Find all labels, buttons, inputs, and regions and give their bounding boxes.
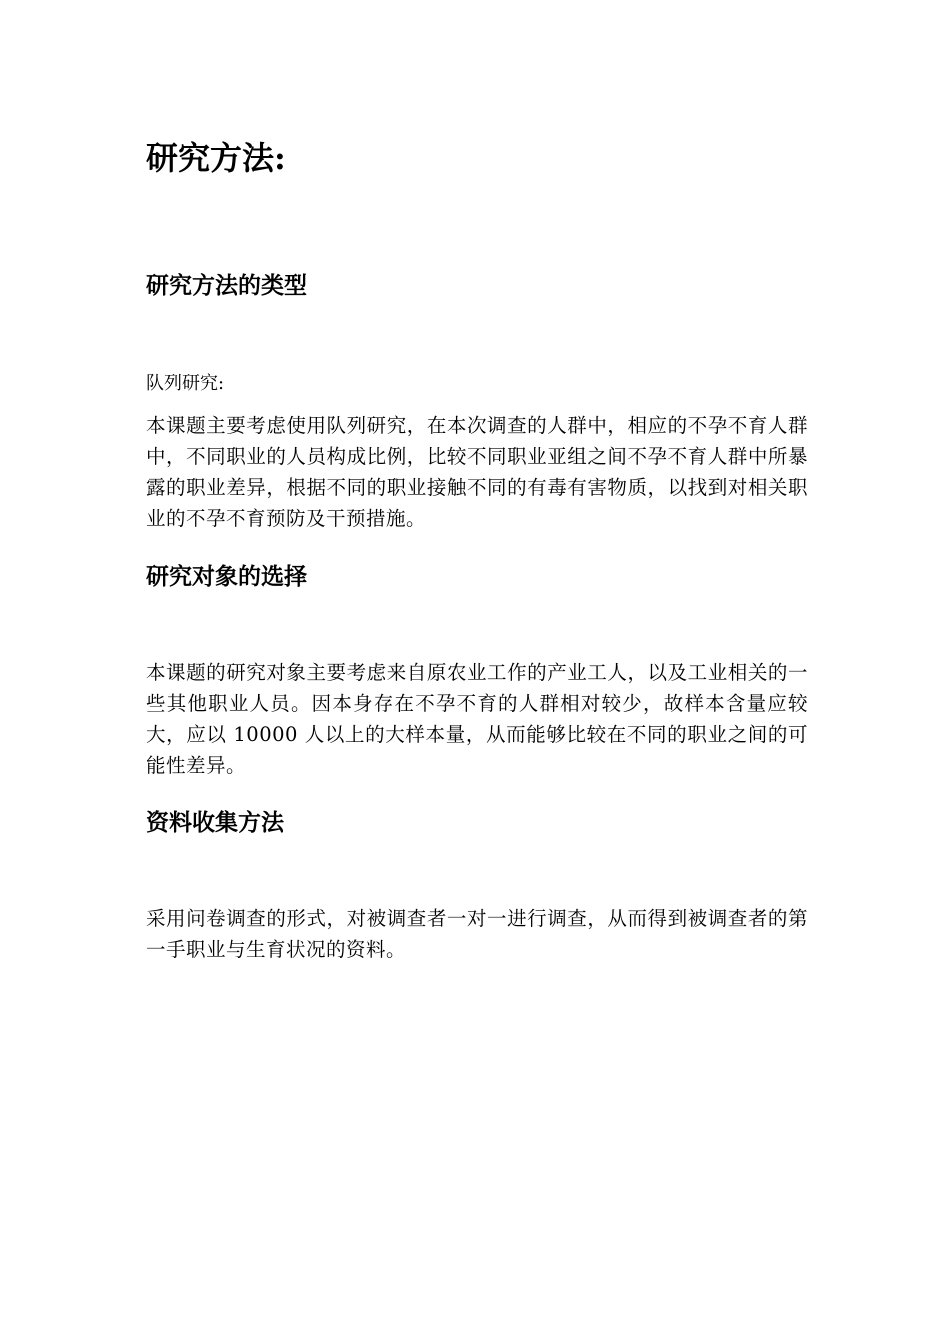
paragraph-study-type: 本课题主要考虑使用队列研究，在本次调查的人群中，相应的不孕不育人群中，不同职业的人员构成比例，比较不同职业亚组之间不孕不育人群中所暴露的职业差异，根据不同的职业接触不同的有毒有害物质，以找到对相关职业的不孕不育预防及干预措施。	[146, 414, 808, 530]
cohort-study-label: 队列研究:	[146, 373, 225, 394]
page-title: 研究方法:	[146, 139, 286, 177]
section-heading-study-type: 研究方法的类型	[146, 272, 307, 299]
paragraph-subject-selection: 本课题的研究对象主要考虑来自原农业工作的产业工人，以及工业相关的一些其他职业人员。因本身存在不孕不育的人群相对较少，故样本含量应较大，应以 10000 人以上的大样本量，从而能够比较在不同的职业之间的可能性差异。	[146, 661, 808, 777]
section-heading-data-collection: 资料收集方法	[146, 809, 284, 836]
paragraph-data-collection: 采用问卷调查的形式，对被调查者一对一进行调查，从而得到被调查者的第一手职业与生育状况的资料。	[146, 907, 808, 961]
section-heading-subject-selection: 研究对象的选择	[146, 563, 307, 590]
